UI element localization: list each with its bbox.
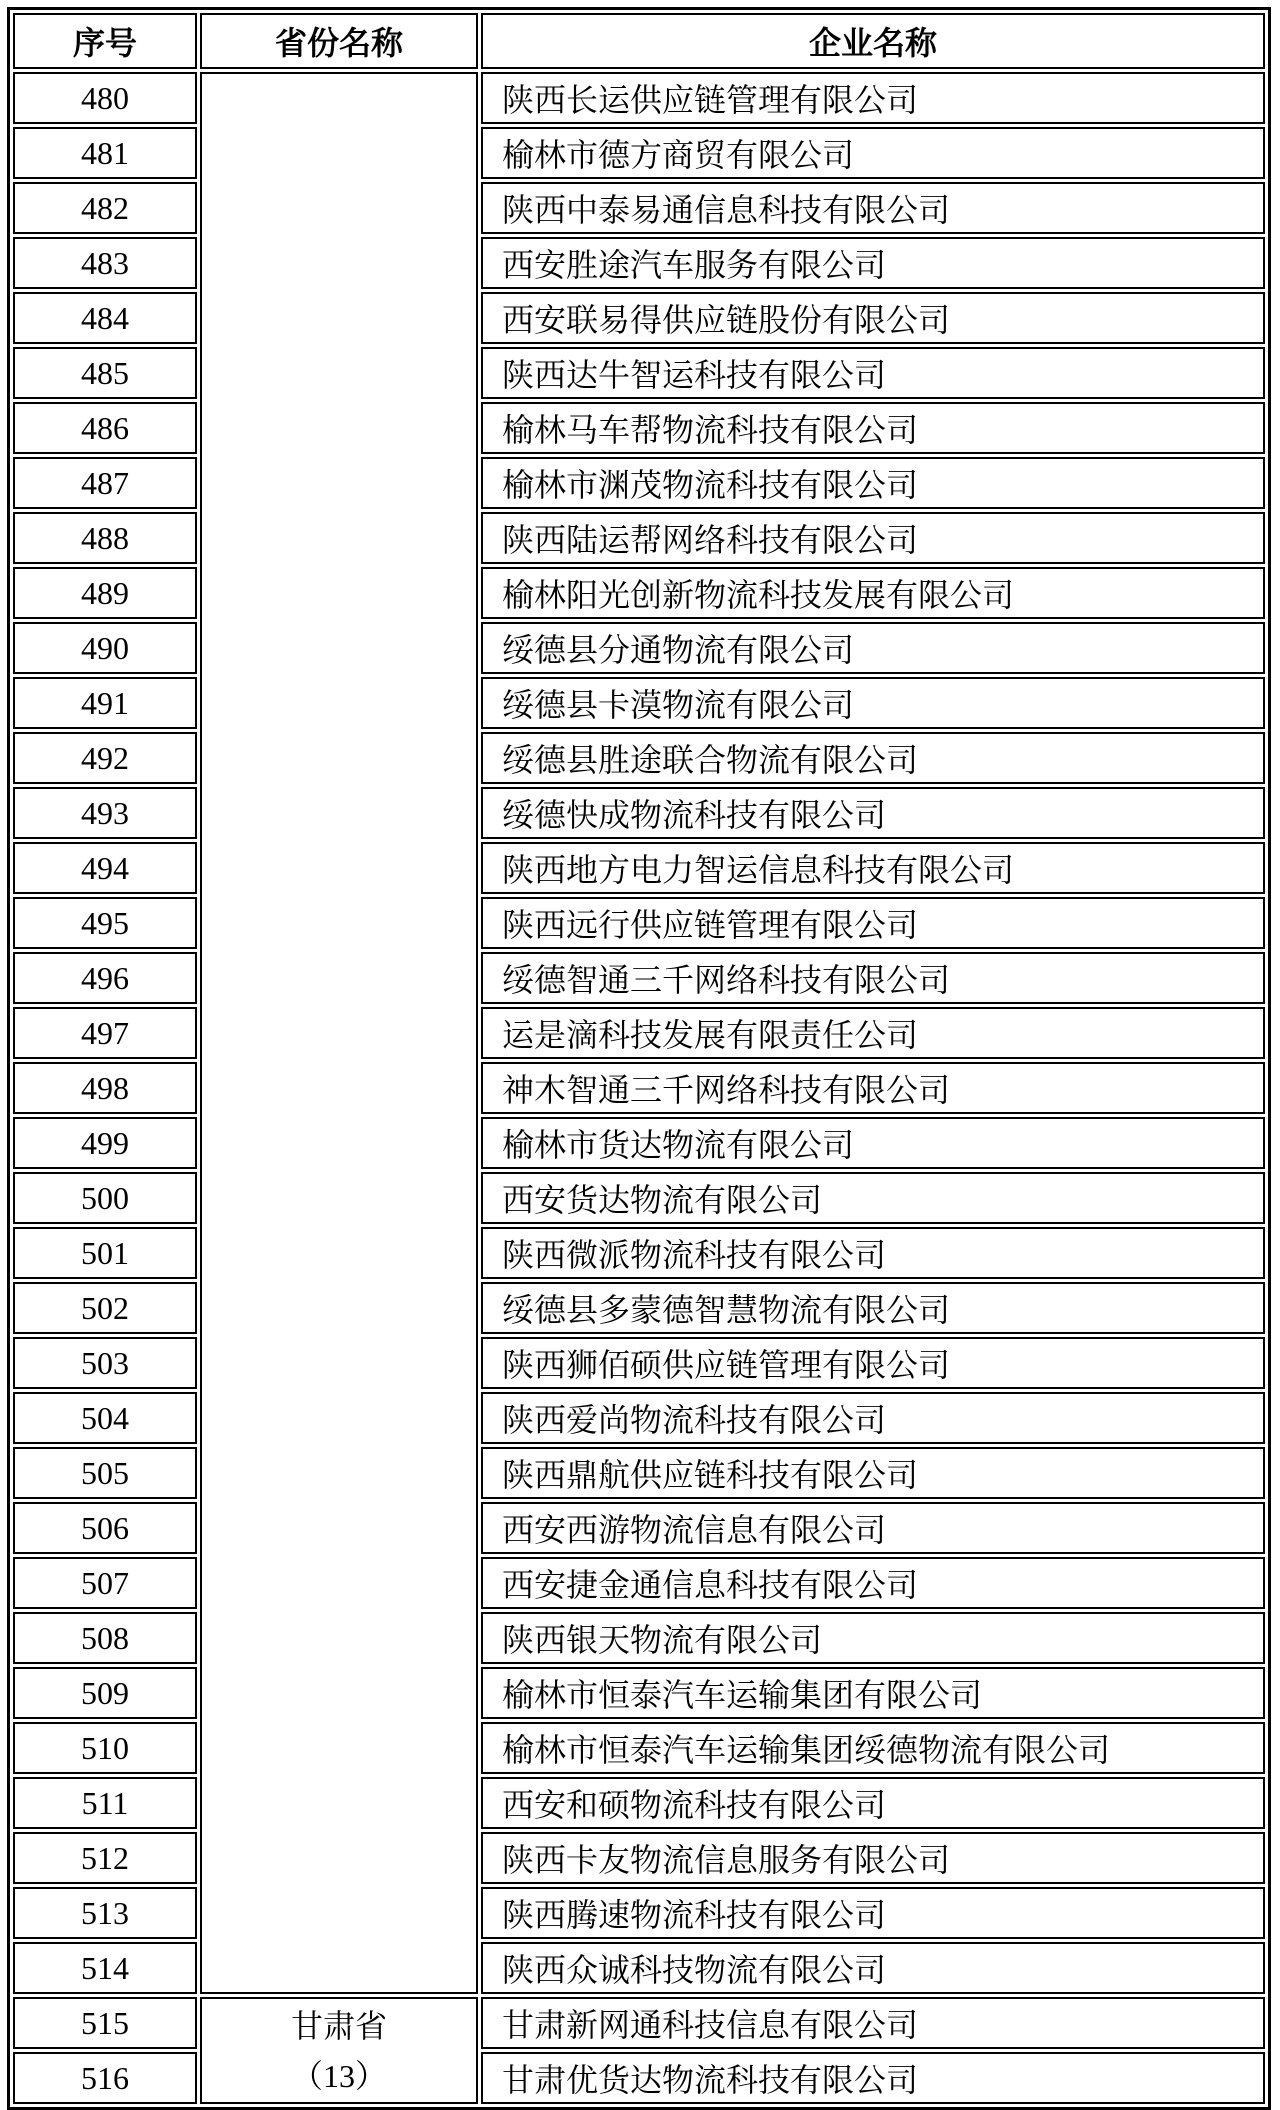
province-cell <box>200 1997 478 2104</box>
row-index-cell: 494 <box>13 842 197 894</box>
table-body <box>13 72 1265 2104</box>
company-cell: 陕西狮佰硕供应链管理有限公司 <box>481 1337 1265 1389</box>
company-cell: 运是滴科技发展有限责任公司 <box>481 1007 1265 1059</box>
province-cell <box>200 72 478 1994</box>
row-index-cell: 490 <box>13 622 197 674</box>
company-cell: 绥德县多蒙德智慧物流有限公司 <box>481 1282 1265 1334</box>
company-cell: 陕西爱尚物流科技有限公司 <box>481 1392 1265 1444</box>
row-index-cell: 515 <box>13 1997 197 2049</box>
company-cell: 陕西地方电力智运信息科技有限公司 <box>481 842 1265 894</box>
company-cell: 绥德县分通物流有限公司 <box>481 622 1265 674</box>
company-cell: 西安货达物流有限公司 <box>481 1172 1265 1224</box>
row-index-cell: 506 <box>13 1502 197 1554</box>
company-cell: 神木智通三千网络科技有限公司 <box>481 1062 1265 1114</box>
province-label-line: （13） <box>290 2057 387 2094</box>
row-index-cell: 507 <box>13 1557 197 1609</box>
company-cell: 榆林市德方商贸有限公司 <box>481 127 1265 179</box>
company-cell: 西安和硕物流科技有限公司 <box>481 1777 1265 1829</box>
company-cell: 榆林市恒泰汽车运输集团有限公司 <box>481 1667 1265 1719</box>
row-index-cell: 498 <box>13 1062 197 1114</box>
row-index-cell: 510 <box>13 1722 197 1774</box>
row-index-cell: 513 <box>13 1887 197 1939</box>
row-index-cell: 512 <box>13 1832 197 1884</box>
header-row <box>13 13 1265 69</box>
table-row <box>13 1997 1265 2049</box>
row-index-cell: 499 <box>13 1117 197 1169</box>
row-index-cell: 511 <box>13 1777 197 1829</box>
row-index-cell: 496 <box>13 952 197 1004</box>
row-index-cell: 491 <box>13 677 197 729</box>
company-cell: 榆林阳光创新物流科技发展有限公司 <box>481 567 1265 619</box>
row-index-cell: 484 <box>13 292 197 344</box>
company-cell: 陕西卡友物流信息服务有限公司 <box>481 1832 1265 1884</box>
company-cell: 绥德快成物流科技有限公司 <box>481 787 1265 839</box>
header-index: 序号 <box>13 13 197 69</box>
company-cell: 榆林市恒泰汽车运输集团绥德物流有限公司 <box>481 1722 1265 1774</box>
row-index-cell: 487 <box>13 457 197 509</box>
row-index-cell: 488 <box>13 512 197 564</box>
row-index-cell: 492 <box>13 732 197 784</box>
header-company: 企业名称 <box>481 13 1265 69</box>
row-index-cell: 493 <box>13 787 197 839</box>
company-cell: 西安联易得供应链股份有限公司 <box>481 292 1265 344</box>
row-index-cell: 486 <box>13 402 197 454</box>
company-cell: 陕西众诚科技物流有限公司 <box>481 1942 1265 1994</box>
row-index-cell: 489 <box>13 567 197 619</box>
row-index-cell: 504 <box>13 1392 197 1444</box>
row-index-cell: 485 <box>13 347 197 399</box>
row-index-cell: 516 <box>13 2052 197 2104</box>
company-cell: 榆林市货达物流有限公司 <box>481 1117 1265 1169</box>
company-cell: 陕西腾速物流科技有限公司 <box>481 1887 1265 1939</box>
row-index-cell: 503 <box>13 1337 197 1389</box>
row-index-cell: 509 <box>13 1667 197 1719</box>
row-index-cell: 514 <box>13 1942 197 1994</box>
company-cell: 陕西微派物流科技有限公司 <box>481 1227 1265 1279</box>
company-cell: 榆林市渊茂物流科技有限公司 <box>481 457 1265 509</box>
company-cell: 陕西中泰易通信息科技有限公司 <box>481 182 1265 234</box>
company-cell: 绥德县卡漠物流有限公司 <box>481 677 1265 729</box>
header-province: 省份名称 <box>200 13 478 69</box>
row-index-cell: 501 <box>13 1227 197 1279</box>
table-row <box>13 72 1265 124</box>
company-cell: 西安西游物流信息有限公司 <box>481 1502 1265 1554</box>
company-cell: 榆林马车帮物流科技有限公司 <box>481 402 1265 454</box>
company-cell: 甘肃新网通科技信息有限公司 <box>481 1997 1265 2049</box>
row-index-cell: 500 <box>13 1172 197 1224</box>
company-cell: 陕西长运供应链管理有限公司 <box>481 72 1265 124</box>
row-index-cell: 505 <box>13 1447 197 1499</box>
company-table <box>7 7 1271 2110</box>
company-cell: 陕西达牛智运科技有限公司 <box>481 347 1265 399</box>
province-label-line: 甘肃省 <box>290 2007 387 2044</box>
company-cell: 绥德智通三千网络科技有限公司 <box>481 952 1265 1004</box>
company-cell: 陕西陆运帮网络科技有限公司 <box>481 512 1265 564</box>
table-head <box>13 13 1265 69</box>
row-index-cell: 480 <box>13 72 197 124</box>
row-index-cell: 495 <box>13 897 197 949</box>
company-cell: 甘肃优货达物流科技有限公司 <box>481 2052 1265 2104</box>
company-cell: 绥德县胜途联合物流有限公司 <box>481 732 1265 784</box>
row-index-cell: 497 <box>13 1007 197 1059</box>
company-cell: 陕西远行供应链管理有限公司 <box>481 897 1265 949</box>
company-cell: 陕西鼎航供应链科技有限公司 <box>481 1447 1265 1499</box>
row-index-cell: 482 <box>13 182 197 234</box>
row-index-cell: 481 <box>13 127 197 179</box>
company-cell: 西安捷金通信息科技有限公司 <box>481 1557 1265 1609</box>
row-index-cell: 508 <box>13 1612 197 1664</box>
company-cell: 西安胜途汽车服务有限公司 <box>481 237 1265 289</box>
row-index-cell: 483 <box>13 237 197 289</box>
company-cell: 陕西银天物流有限公司 <box>481 1612 1265 1664</box>
row-index-cell: 502 <box>13 1282 197 1334</box>
